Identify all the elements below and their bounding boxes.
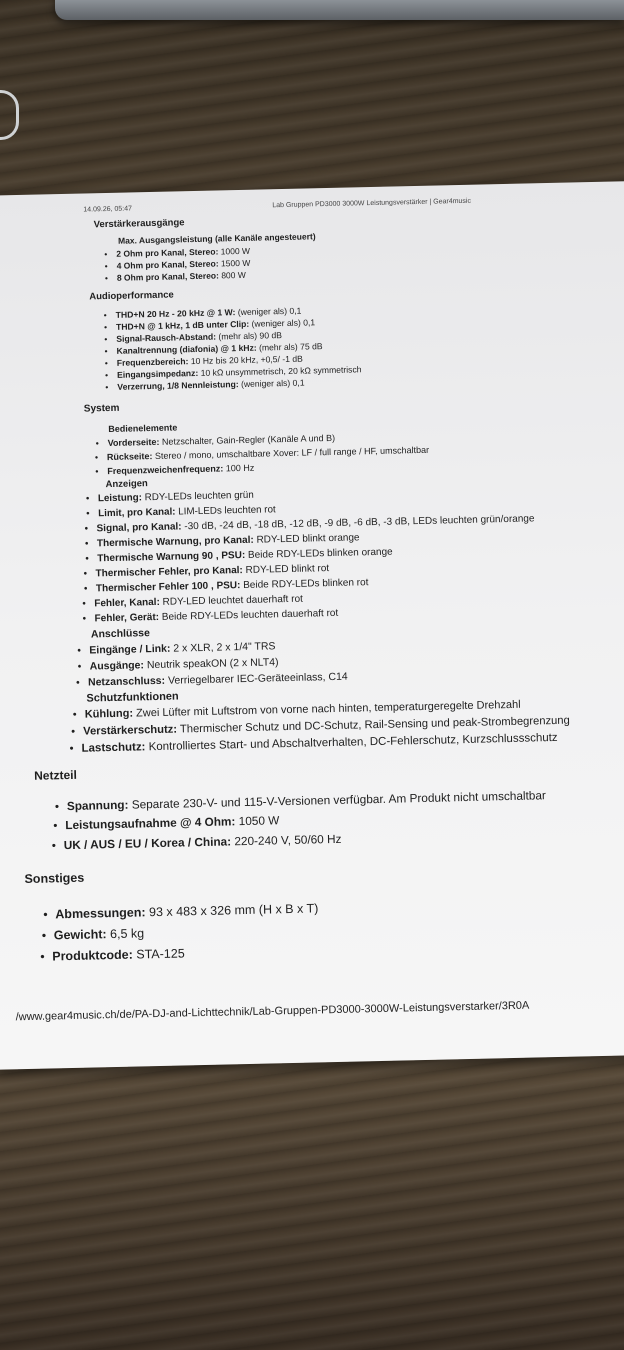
list-item: • Fehler, Gerät: Beide RDY-LEDs leuchten dauerhaft rot [95, 608, 339, 625]
list-item: • Verzerrung, 1/8 Nennleistung: (weniger als) 0,1 [117, 378, 304, 392]
list-item: • Fehler, Kanal: RDY-LED leuchtet dauerhaft rot [94, 594, 303, 610]
list-item: • Spannung: Separate 230-V- und 115-V-Versionen verfügbar. Am Produkt nicht umschaltbar [67, 788, 546, 813]
print-site-title: Lab Gruppen PD3000 3000W Leistungsverstärker | Gear4music [272, 197, 472, 210]
list-item: • Produktcode: STA-125 [52, 946, 185, 963]
list-item: • Rückseite: Stereo / mono, umschaltbare Xover: LF / full range / HF, umschaltbar [107, 445, 429, 462]
list-item: • Thermischer Fehler, pro Kanal: RDY-LED blinkt rot [95, 563, 329, 579]
list-item: • Vorderseite: Netzschalter, Gain-Regler (Kanäle A und B) [108, 433, 336, 448]
list-item: • 4 Ohm pro Kanal, Stereo: 1500 W [117, 258, 251, 271]
list-item: • Kühlung: Zwei Lüfter mit Luftstrom von vorne nach hinten, temperaturgeregelte Drehzahl [85, 699, 521, 721]
page-url: /www.gear4music.ch/de/PA-DJ-and-Lichttechnik/Lab-Gruppen-PD3000-3000W-Leistungsverstarker/3R0A [15, 999, 530, 1024]
list-item: • THD+N 20 Hz - 20 kHz @ 1 W: (weniger als) 0,1 [116, 306, 302, 320]
list-item: • Limit, pro Kanal: LIM-LEDs leuchten rot [98, 504, 276, 519]
print-timestamp: 14.09.26, 05:47 [83, 205, 133, 214]
list-item: • Frequenzweichenfrequenz: 100 Hz [107, 463, 254, 476]
list-item: • Thermische Warnung, pro Kanal: RDY-LED blinkt orange [97, 532, 360, 549]
connectors-title: Anschlüsse [90, 627, 151, 641]
list-item: • THD+N @ 1 kHz, 1 dB unter Clip: (weniger als) 0,1 [116, 317, 315, 332]
list-item: • UK / AUS / EU / Korea / China: 220-240 V, 50/60 Hz [64, 832, 342, 852]
section-title-power: Netzteil [34, 767, 78, 783]
list-item: • Leistungsaufnahme @ 4 Ohm: 1050 W [65, 813, 279, 832]
section-title-outputs: Verstärkerausgänge [93, 217, 185, 231]
list-item: • Gewicht: 6,5 kg [54, 926, 145, 942]
protection-title: Schutzfunktionen [86, 690, 179, 705]
list-item: • Signal, pro Kanal: -30 dB, -24 dB, -18 dB, -12 dB, -9 dB, -6 dB, -3 dB, LEDs leuchten grün/orange [96, 513, 534, 534]
list-item: • Kanaltrennung (diafonia) @ 1 kHz: (mehr als) 75 dB [116, 341, 322, 356]
controls-title: Bedienelemente [108, 422, 178, 435]
section-title-audio: Audioperformance [89, 289, 174, 303]
cable [0, 90, 19, 140]
section-title-system: System [83, 402, 120, 415]
list-item: • Ausgänge: Neutrik speakON (2 x NLT4) [90, 656, 279, 672]
indicators-title: Anzeigen [105, 478, 148, 491]
list-item: • Abmessungen: 93 x 483 x 326 mm (H x B x T) [55, 901, 318, 921]
laptop-edge [55, 0, 624, 20]
list-item: • Thermische Warnung 90 , PSU: Beide RDY-LEDs blinken orange [97, 547, 393, 565]
list-item: • Lastschutz: Kontrolliertes Start- und Abschaltverhalten, DC-Fehlerschutz, Kurzschlussschutz [81, 732, 557, 755]
list-item: • Verstärkerschutz: Thermischer Schutz und DC-Schutz, Rail-Sensing und peak-Strombegrenzung [83, 715, 570, 738]
printed-page [0, 181, 624, 1070]
list-item: • Netzanschluss: Verriegelbarer IEC-Geräteeinlass, C14 [88, 671, 348, 689]
outputs-subtitle: Max. Ausgangsleistung (alle Kanäle angesteuert) [117, 231, 316, 246]
list-item: • 2 Ohm pro Kanal, Stereo: 1000 W [116, 246, 250, 259]
list-item: • Leistung: RDY-LEDs leuchten grün [98, 490, 254, 505]
list-item: • Frequenzbereich: 10 Hz bis 20 kHz, +0,5/ -1 dB [117, 354, 303, 368]
list-item: • Eingänge / Link: 2 x XLR, 2 x 1/4" TRS [89, 640, 275, 656]
list-item: • Signal-Rausch-Abstand: (mehr als) 90 dB [116, 330, 282, 344]
list-item: • Eingangsimpedanz: 10 kΩ unsymmetrisch, 20 kΩ symmetrisch [117, 364, 362, 380]
list-item: • 8 Ohm pro Kanal, Stereo: 800 W [117, 270, 246, 283]
list-item: • Thermischer Fehler 100 , PSU: Beide RDY-LEDs blinken rot [96, 577, 369, 594]
section-title-misc: Sonstiges [24, 870, 85, 887]
